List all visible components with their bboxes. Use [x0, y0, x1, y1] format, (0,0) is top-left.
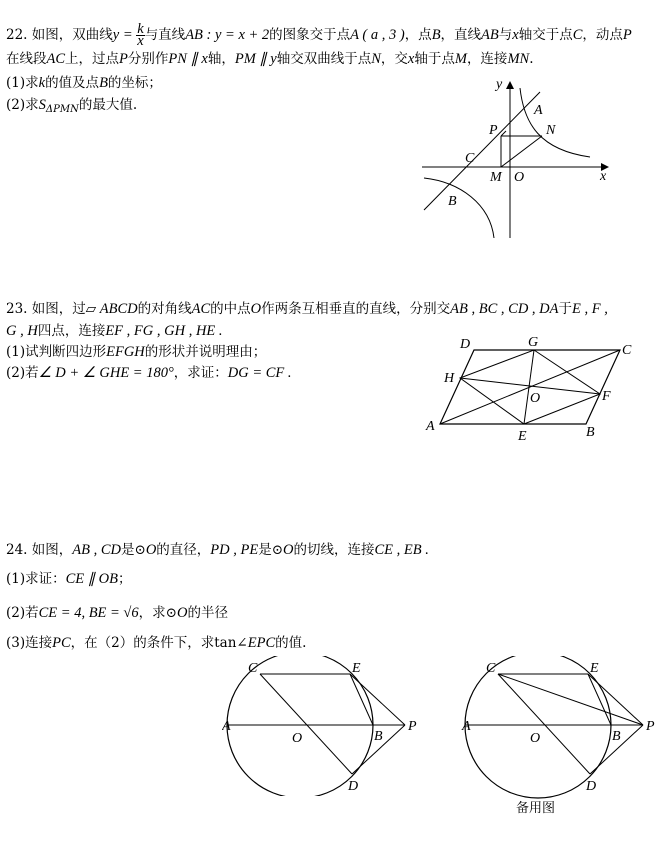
q22-mn: MN — [507, 51, 530, 67]
q23-text: 23. 如图，过 — [6, 301, 86, 317]
q24-f1-label-c: C — [248, 661, 258, 676]
q23-label-a: A — [426, 419, 435, 434]
q22-part-2 — [6, 96, 137, 119]
q24-f1-label-e: E — [352, 661, 361, 676]
q24-diameter-cd — [498, 674, 590, 774]
q24-text: 24. 如图， — [6, 542, 73, 558]
q22-text: 的值及点 — [45, 75, 100, 91]
q22-line-1 — [6, 21, 632, 49]
q24-figure-backup — [460, 656, 660, 822]
q22-text: 与 — [498, 27, 513, 43]
q24-text: ； — [117, 571, 132, 587]
q24-text: 的切线，连接 — [293, 542, 375, 558]
q23-diagonal-ac — [440, 350, 620, 424]
q24-diameter-cd — [260, 674, 352, 774]
q24-f2-label-o: O — [530, 731, 541, 746]
q22-eq: = — [119, 27, 137, 43]
q23-list: EF , FG , GH , HE . — [105, 323, 223, 339]
q22-text: ，交 — [380, 51, 408, 67]
q24-f2-label-e: E — [590, 661, 599, 676]
q24-f1-label-p: P — [408, 719, 417, 734]
q24-text: 是 — [121, 542, 135, 558]
q23-text: 作两条互相垂直的直线，分别交 — [261, 301, 451, 317]
q24-f2-label-b: B — [612, 729, 621, 744]
q24-pdpe: PD , PE — [210, 542, 259, 558]
q22-p: P — [622, 27, 632, 43]
q24-f2-label-p: P — [646, 719, 655, 734]
q22-k: k — [38, 75, 46, 91]
q22-text: (1)求 — [6, 75, 39, 91]
q22-text: 与直线 — [144, 27, 186, 43]
q23-figure — [422, 334, 642, 446]
q22-label-p: P — [489, 123, 498, 138]
q22-c: C — [572, 27, 583, 43]
q22-ab: AB — [481, 27, 499, 43]
q22-fraction — [136, 21, 144, 49]
q24-pc: PC — [52, 635, 71, 651]
q24-chord-eb — [588, 674, 611, 725]
q22-text: 22. 如图，双曲线 — [6, 27, 113, 43]
q22-text: 上，过点 — [65, 51, 120, 67]
q23-label-h: H — [444, 371, 455, 386]
q23-text: (2)若 — [6, 365, 39, 381]
q22-label-b: B — [448, 194, 457, 209]
q24-text: (2)若 — [6, 605, 39, 621]
q22-label-y: y — [496, 77, 503, 92]
q22-part-1 — [6, 74, 162, 92]
q24-tangent-pe — [350, 674, 405, 725]
q22-text: 轴交于点 — [518, 27, 573, 43]
q23-ac: AC — [191, 301, 211, 317]
q22-n: N — [371, 51, 381, 67]
q23-label-g: G — [528, 335, 539, 350]
q22-text: 轴， — [207, 51, 235, 67]
q22-label-n: N — [546, 123, 556, 138]
q24-f2-label-d: D — [586, 779, 597, 794]
q24-part-1 — [6, 570, 131, 588]
q24-eq: CE ∥ OB — [65, 571, 118, 587]
circle-dot-icon: ⊙ — [165, 605, 177, 621]
q24-eq: CE = 4, BE = √6 — [38, 605, 139, 621]
q22-text: ，点 — [404, 27, 432, 43]
q22-text: 的坐标； — [107, 75, 162, 91]
q24-tangent-pe — [588, 674, 643, 725]
q24-part-2 — [6, 604, 228, 622]
q23-abcd: ABCD — [96, 301, 138, 317]
circle-dot-icon: ⊙ — [271, 542, 284, 558]
q22-seg-mn — [501, 136, 542, 167]
q24-text: (1)求证： — [6, 571, 66, 587]
q23-sides: AB , BC , CD , DA — [450, 301, 559, 317]
q22-hyperbola-left — [424, 178, 494, 238]
q22-label-o: O — [514, 170, 525, 185]
q24-seg-pc — [498, 674, 643, 725]
q24-text: ，求 — [138, 605, 166, 621]
q22-line-eq: AB : y = x + 2 — [185, 27, 270, 43]
q23-efgh: EFGH — [106, 344, 145, 360]
q24-line-1 — [6, 541, 429, 559]
q23-o: O — [250, 301, 262, 317]
q23-line-1 — [6, 300, 608, 318]
q24-abcd: AB , CD — [72, 542, 121, 558]
q24-f1-label-a: A — [222, 719, 231, 734]
q22-label-a: A — [534, 103, 543, 118]
q23-label-b: B — [586, 425, 595, 440]
q23-text: 的形状并说明理由； — [144, 344, 267, 360]
q23-part-2 — [6, 364, 292, 382]
q23-cond: ∠ D + ∠ GHE = 180° — [38, 365, 174, 381]
q22-text: ，直线 — [440, 27, 482, 43]
q22-s: S — [38, 97, 46, 113]
q22-label-x: x — [600, 169, 607, 184]
q23-line-eg — [524, 350, 534, 424]
q22-text: 轴于点 — [414, 51, 455, 67]
q22-text: 在线段 — [6, 51, 47, 67]
q24-backup-caption: 备用图 — [516, 801, 556, 816]
q23-gh: G , H — [6, 323, 38, 339]
q22-frac-den: x — [137, 33, 144, 49]
q24-text: 的直径， — [156, 542, 211, 558]
q22-figure — [410, 74, 620, 242]
q24-ceeb: CE , EB . — [374, 542, 429, 558]
q22-text: ，连接 — [466, 51, 508, 67]
q22-text: 的最大值. — [78, 97, 138, 113]
q24-figure-main — [222, 656, 422, 796]
q22-seg-pa — [501, 131, 506, 136]
q22-line-2 — [6, 50, 533, 68]
q23-text: ，求证： — [173, 365, 228, 381]
q22-s-sub: ΔPMN — [45, 104, 79, 115]
parallelogram-icon: ▱ — [85, 301, 97, 317]
q24-f1-label-b: B — [374, 729, 383, 744]
q23-label-e: E — [518, 429, 527, 444]
q22-y: y — [112, 27, 120, 43]
q24-part-3 — [6, 634, 306, 652]
q22-text: 轴交双曲线于点 — [276, 51, 372, 67]
q23-text: 于 — [558, 301, 572, 317]
circle-dot-icon: ⊙ — [134, 542, 146, 558]
q22-text: (2)求 — [6, 97, 39, 113]
q22-text: 分别作 — [127, 51, 169, 67]
q24-text: 的值. — [275, 635, 307, 651]
q24-o: O — [176, 605, 188, 621]
q22-pm: PM ∥ y — [234, 51, 277, 67]
q22-text: 的图象交于点 — [269, 27, 351, 43]
q22-ac: AC — [46, 51, 66, 67]
q24-f1-label-d: D — [348, 779, 359, 794]
q23-text: 的对角线 — [137, 301, 192, 317]
q24-f2-label-c: C — [486, 661, 496, 676]
q22-p: P — [119, 51, 128, 67]
q22-label-m: M — [490, 170, 502, 185]
q23-label-o: O — [530, 391, 541, 406]
q22-text: ，动点 — [582, 27, 623, 43]
q22-x: x — [512, 27, 519, 43]
q23-text: 四点，连接 — [37, 323, 106, 339]
q23-label-d: D — [460, 337, 471, 352]
q23-line-2 — [6, 322, 223, 340]
q22-label-c: C — [465, 151, 475, 166]
q22-m: M — [454, 51, 467, 67]
q23-eq: DG = CF . — [227, 365, 292, 381]
q24-o: O — [145, 542, 157, 558]
q23-part-1 — [6, 343, 266, 361]
q24-text: (3)连接 — [6, 635, 53, 651]
q22-b: B — [431, 27, 441, 43]
q22-point-a: A ( a , 3 ) — [350, 27, 405, 43]
q24-chord-eb — [350, 674, 373, 725]
q23-text: 的中点 — [210, 301, 251, 317]
q24-f2-label-a: A — [462, 719, 471, 734]
q22-x: x — [407, 51, 415, 67]
q24-text: ，在（2）的条件下，求tan∠ — [70, 635, 248, 651]
q23-label-c: C — [622, 343, 632, 358]
q23-ef: E , F , — [572, 301, 608, 317]
q22-frac-num: k — [137, 21, 144, 37]
q22-pn: PN ∥ x — [168, 51, 208, 67]
q24-epc: EPC — [247, 635, 276, 651]
q24-text: 是 — [258, 542, 272, 558]
q24-text: 的半径 — [187, 605, 228, 621]
q24-o: O — [283, 542, 294, 558]
q23-label-f: F — [602, 389, 611, 404]
q24-f1-label-o: O — [292, 731, 303, 746]
q22-b: B — [99, 75, 108, 91]
q22-text: . — [529, 51, 534, 67]
q23-text: (1)试判断四边形 — [6, 344, 107, 360]
